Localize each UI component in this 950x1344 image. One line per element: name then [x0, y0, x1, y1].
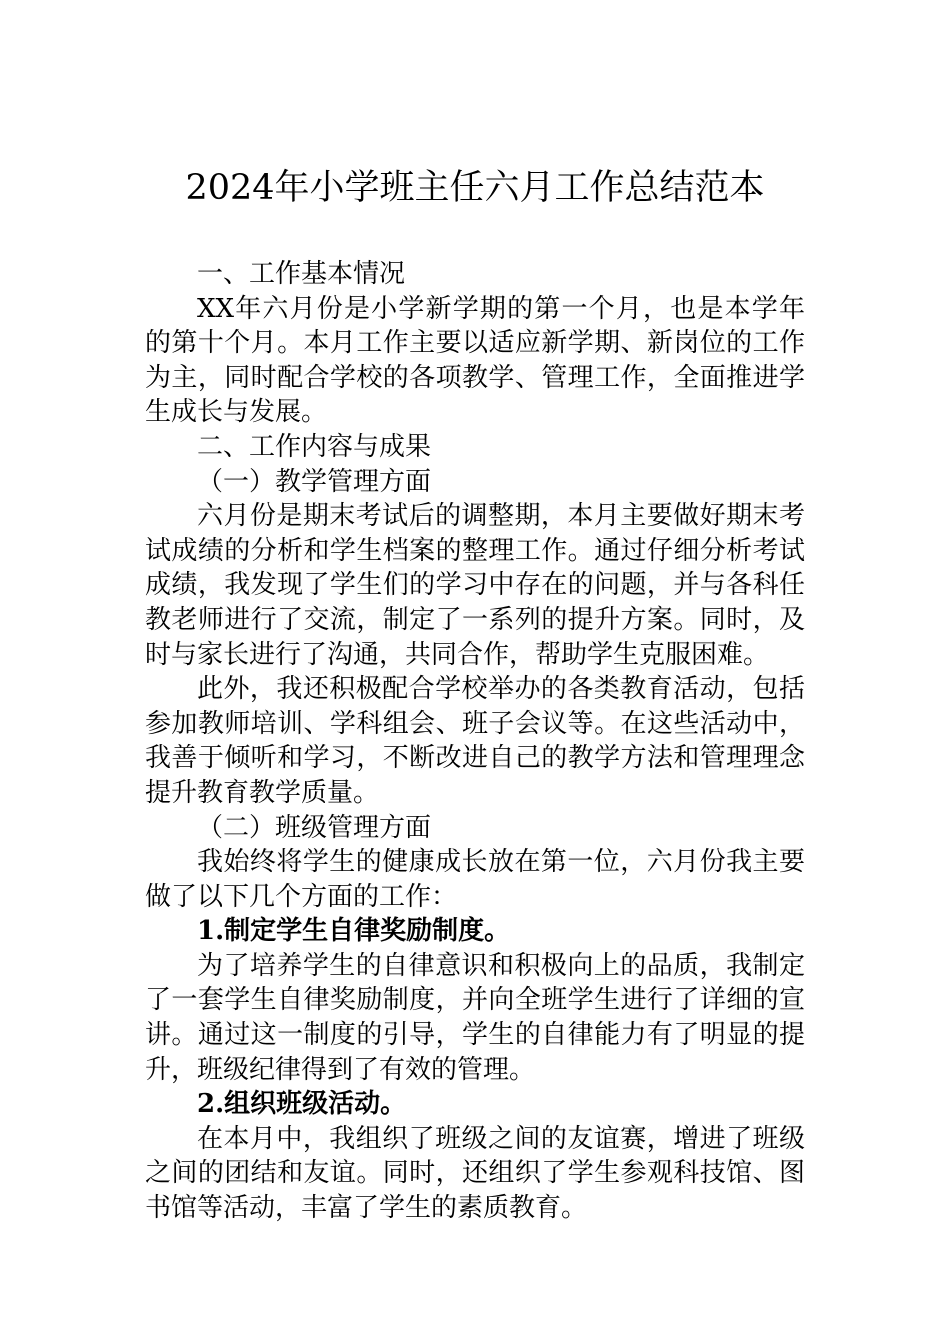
- item-heading-self-discipline: 1.制定学生自律奖励制度。: [197, 916, 511, 947]
- document-body: [145, 257, 805, 1226]
- paragraph-class-management-intro: 我始终将学生的健康成长放在第一位，六月份我主要做了以下几个方面的工作：: [145, 847, 805, 912]
- paragraph-basic-situation: XX年六月份是小学新学期的第一个月，也是本学年的第十个月。本月工作主要以适应新学期、新岗位的工作为主，同时配合学校的各项教学、管理工作，全面推进学生成长与发展。: [145, 293, 805, 428]
- paragraph-self-discipline: 为了培养学生的自律意识和积极向上的品质，我制定了一套学生自律奖励制度，并向全班学生进行了详细的宣讲。通过这一制度的引导，学生的自律能力有了明显的提升，班级纪律得到了有效的管理。: [145, 950, 805, 1085]
- paragraph-education-activities: 此外，我还积极配合学校举办的各类教育活动，包括参加教师培训、学科组会、班子会议等。在这些活动中，我善于倾听和学习，不断改进自己的教学方法和管理理念提升教育教学质量。: [145, 674, 805, 808]
- paragraph-class-activities: 在本月中，我组织了班级之间的友谊赛，增进了班级之间的团结和友谊。同时，还组织了学生参观科技馆、图书馆等活动，丰富了学生的素质教育。: [145, 1123, 805, 1224]
- section-heading-content-results: 二、工作内容与成果: [197, 431, 432, 462]
- paragraph-teaching-management: 六月份是期末考试后的调整期，本月主要做好期末考试成绩的分析和学生档案的整理工作。通过仔细分析考试成绩，我发现了学生们的学习中存在的问题，并与各科任教老师进行了交流，制定了一系列的提升方案。同时，及时与家长进行了沟通，共同合作，帮助学生克服困难。: [145, 501, 805, 670]
- subsection-heading-teaching-management: （一）教学管理方面: [197, 466, 432, 497]
- item-heading-class-activities: 2.组织班级活动。: [197, 1089, 407, 1120]
- section-heading-basic-situation: 一、工作基本情况: [197, 259, 406, 289]
- document-title: 2024年小学班主任六月工作总结范本: [185, 168, 765, 208]
- subsection-heading-class-management: （二）班级管理方面: [197, 812, 432, 843]
